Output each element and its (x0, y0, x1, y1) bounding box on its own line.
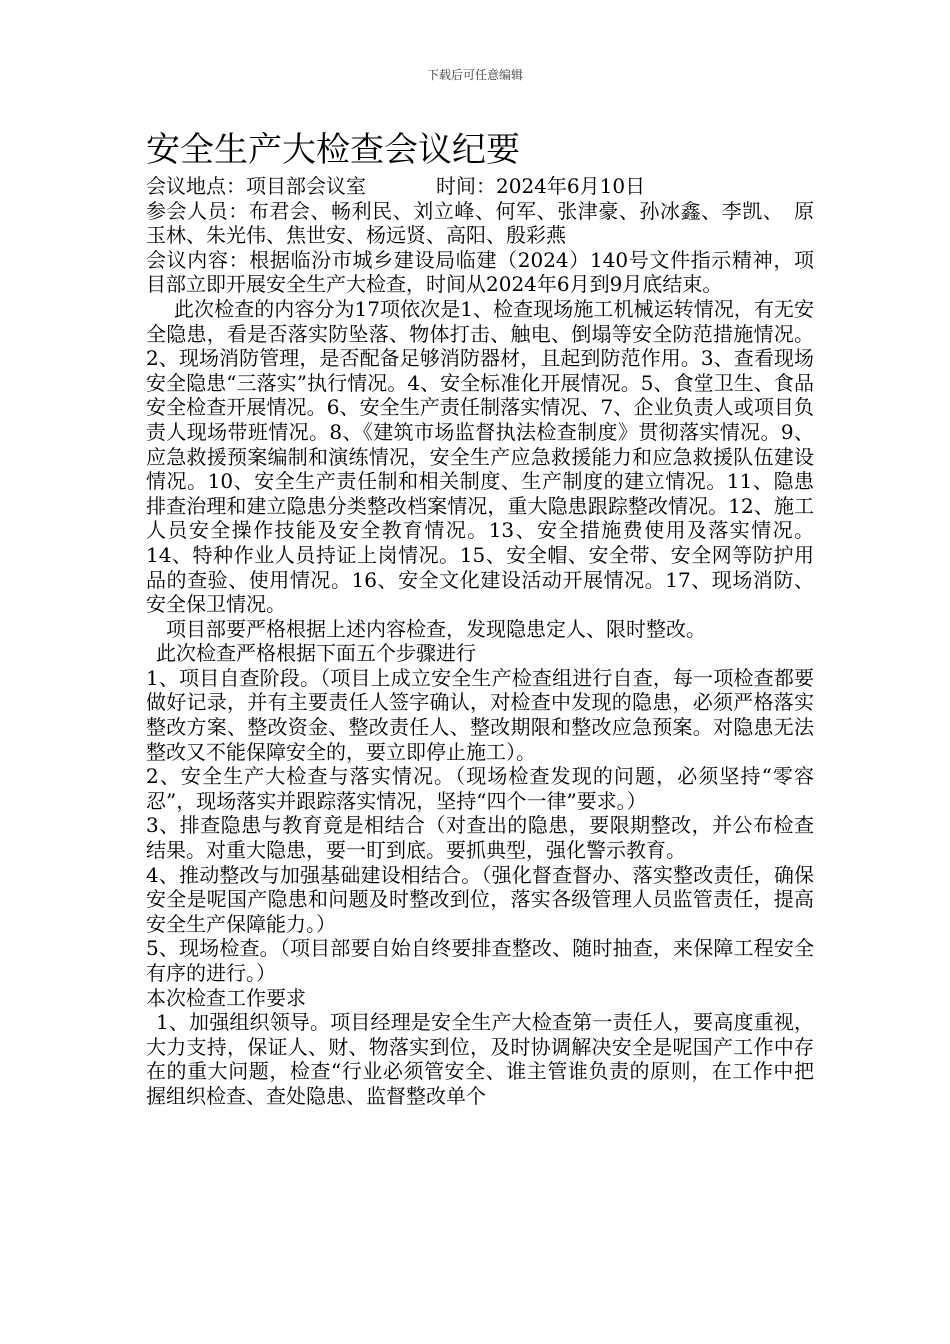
step-item: 4、推动整改与加强基础建设相结合。（强化督查督办、落实整改责任，确保安全是呢国产隐患和问题及时整改到位，落实各级管理人员监管责任，提高安全生产保障能力。） (146, 862, 814, 936)
step-item: 3、排查隐患与教育竟是相结合（对查出的隐患，要限期整改，并公布检查结果。对重大隐患，要一盯到底。要抓典型，强化警示教育。 (146, 813, 814, 863)
strict-check-paragraph: 项目部要严格根据上述内容检查，发现隐患定人、限时整改。 (166, 616, 706, 641)
document-body (146, 174, 814, 1109)
step-item: 1、项目自查阶段。（项目上成立安全生产检查组进行自查，每一项检查都要做好记录，并有主要责任人签字确认，对检查中发现的隐患，必须严格落实整改方案、整改资金、整改责任人、整改期限和整改应急预案。对隐患无法整改又不能保障安全的，要立即停止施工）。 (146, 665, 814, 764)
page-title: 安全生产大检查会议纪要 (146, 130, 520, 170)
meeting-location: 会议地点：项目部会议室 (146, 174, 366, 198)
requirements-heading: 本次检查工作要求 (146, 985, 306, 1010)
meeting-content: 会议内容：根据临汾市城乡建设局临建（2024）140号文件指示精神，项目部立即开展安全生产大检查，时间从2024年6月到9月底结束。 (146, 247, 814, 297)
meeting-time: 时间：2024年6月10日 (436, 174, 646, 198)
steps-intro: 此次检查严格根据下面五个步骤进行 (156, 641, 476, 666)
header-note: 下载后可任意编辑 (426, 68, 523, 82)
meeting-meta (146, 174, 814, 199)
step-item: 5、现场检查。（项目部要自始自终要排查整改、随时抽查，来保障工程安全有序的进行。） (146, 936, 814, 985)
step-item: 2、安全生产大检查与落实情况。（现场检查发现的问题，必须坚持“零容忍”，现场落实并跟踪落实情况，坚持“四个一律”要求。） (146, 764, 814, 813)
check-items-paragraph: 此次检查的内容分为17项依次是1、检查现场施工机械运转情况，有无安全隐患，看是否落实防坠落、物体打击、触电、倒塌等安全防范措施情况。2、现场消防管理，是否配备足够消防器材，且起到防范作用。3、查看现场安全隐患“三落实”执行情况。4、安全标准化开展情况。5、食堂卫生、食品安全检查开展情况。6、安全生产责任制落实情况、7、企业负责人或项目负责人现场带班情况。8、《建筑市场监督执法检查制度》贯彻落实情况。9、应急救援预案编制和演练情况，安全生产应急救援能力和应急救援队伍建设情况。10、安全生产责任制和相关制度、生产制度的建立情况。11、隐患排查治理和建立隐患分类整改档案情况，重大隐患跟踪整改情况。12、施工人员安全操作技能及安全教育情况。13、安全措施费使用及落实情况。14、特种作业人员持证上岗情况。15、安全帽、安全带、安全网等防护用品的查验、使用情况。16、安全文化建设活动开展情况。17、现场消防、安全保卫情况。 (146, 296, 814, 617)
requirement-item: 1、加强组织领导。项目经理是安全生产大检查第一责任人，要高度重视，大力支持，保证人、财、物落实到位，及时协调解决安全是呢国产工作中存在的重大问题，检查“行业必须管安全、谁主管谁负责的原则，在工作中把握组织检查、查处隐患、监督整改单个 (146, 1010, 814, 1108)
attendees: 参会人员：布君会、畅利民、刘立峰、何军、张津豪、孙冰鑫、李凯、 原玉林、朱光伟、焦世安、杨远贤、高阳、殷彩燕 (146, 198, 814, 248)
